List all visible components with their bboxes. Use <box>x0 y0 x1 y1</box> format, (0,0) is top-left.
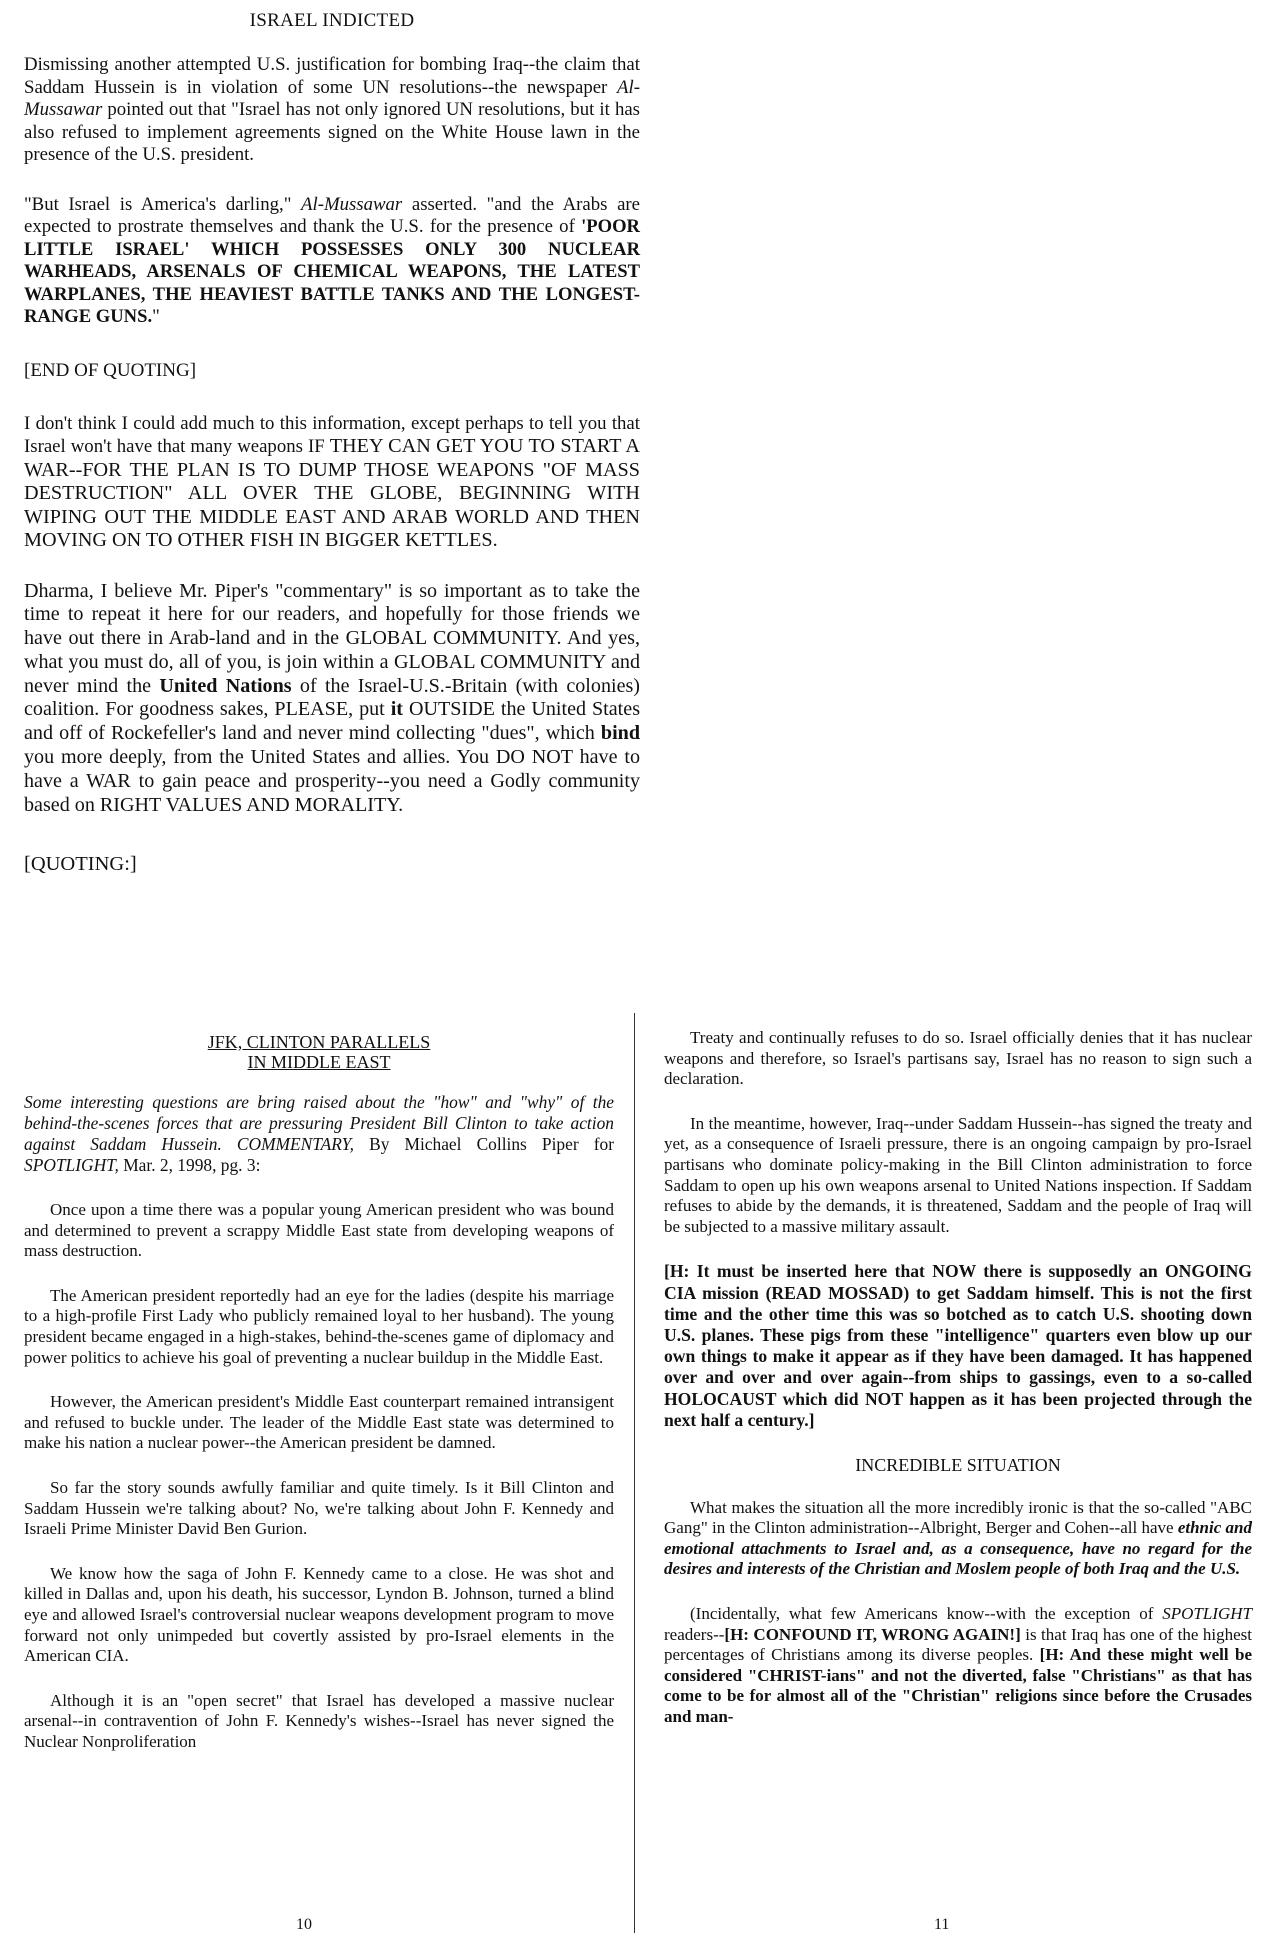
subheading: INCREDIBLE SITUATION <box>855 1454 1061 1475</box>
bold-italic-text: ethnic and emotional attachments to Israel and, as a consequence, have no regard for the desires and interests of the Christian and Moslem people of both Iraq and the U.S. <box>664 1518 1252 1579</box>
paragraph: So far the story sounds awfully familiar and quite timely. Is it Bill Clinton and Saddam Hussein we're talking about? No, we're talking about John F. Kennedy and Israeli Prime Minister David Ben Gurion. <box>24 1477 614 1539</box>
article-intro <box>24 1092 614 1176</box>
text-run: Mar. 2, 1998, pg. 3: <box>118 1155 261 1175</box>
top-section <box>24 10 640 876</box>
text-run: SPOTLIGHT, <box>24 1155 119 1175</box>
text-run: you more deeply, from the United States and allies. You DO NOT have to have a WAR to gain peace and prosperity--you need a Godly community based on RIGHT VALUES AND MORALITY. <box>24 746 640 816</box>
left-column <box>24 1028 614 1776</box>
quoting-marker: [QUOTING:] <box>24 853 137 876</box>
text-run: of the Israel-U.S.-Britain (with colonies) coalition. For goodness sakes, PLEASE, put <box>24 674 640 721</box>
paragraph: However, the American president's Middle East counterpart remained intransigent and refused to buckle under. The leader of the Middle East state was determined to make his nation a nuclear power--the American president be damned. <box>24 1392 614 1453</box>
paragraph-dismissing <box>24 54 640 167</box>
paragraph <box>664 1498 1252 1580</box>
right-column <box>664 1028 1252 1752</box>
paragraph: The American president reportedly had an eye for the ladies (despite his marriage to a high-profile First Lady who publicly remained loyal to her husband). The young president became engaged in a high-stakes, behind-the-scenes game of diplomacy and power politics to achieve his goal of preventing a nuclear buildup in the Middle East. <box>24 1285 614 1367</box>
emphasized-caps-text: 'POOR LITTLE ISRAEL' WHICH POSSESSES ONLY 300 NUCLEAR WARHEADS, ARSENALS OF CHEMICAL WEAPONS, THE LATEST WARPLANES, THE HEAVIEST BATTLE TANKS AND THE LONGEST-RANGE GUNS. <box>24 216 640 327</box>
bold-text: it <box>390 698 403 721</box>
paragraph-commentary <box>24 413 640 553</box>
italic-text: SPOTLIGHT <box>1162 1603 1252 1623</box>
end-quoting-marker: [END OF QUOTING] <box>24 359 197 381</box>
article-title <box>24 1032 614 1072</box>
newspaper-name: Al-Mussawar <box>24 76 640 120</box>
text-run: Dismissing another attempted U.S. justification for bombing Iraq--the claim that Saddam Hussein is in violation of some UN resolutions--the newspaper <box>24 54 640 98</box>
newspaper-name: Al-Mussawar <box>301 193 403 215</box>
text-run: I don't think I could add much to this information, except perhaps to tell you that Israel won't have that many weapons IF <box>24 412 640 457</box>
text-run: Some interesting questions are bring raised about the "how" and "why" of the behind-the-scenes forces that are pressuring President Bill Clinton to take action against Saddam Hussein. COMMENTARY, <box>24 1092 614 1154</box>
paragraph <box>664 1604 1252 1728</box>
section-heading: ISRAEL INDICTED <box>249 10 415 31</box>
text-run: Dharma, I believe Mr. Piper's "commentary" is so important as to take the time to repeat it here for our readers, and hopefully for those friends we have out there in Arab-land and in the GLOBAL COMMUNITY. And yes, what you must do, all of you, is join within a GLOBAL COMMUNITY and never mind the <box>24 579 640 697</box>
paragraph: Once upon a time there was a popular young American president who was bound and determined to prevent a scrappy Middle East state from developing weapons of mass destruction. <box>24 1200 614 1261</box>
text-run: asserted. "and the Arabs are expected to prostrate themselves and thank the U.S. for the presence of <box>24 193 640 237</box>
paragraph: Although it is an "open secret" that Israel has developed a massive nuclear arsenal--in contravention of John F. Kennedy's wishes--Israel has never signed the Nuclear Nonproliferation <box>24 1690 614 1751</box>
bold-text: bind <box>600 722 640 745</box>
column-divider <box>634 1013 635 1933</box>
text-run: readers-- <box>664 1624 725 1644</box>
paragraph: Treaty and continually refuses to do so. Israel officially denies that it has nuclear weapons and therefore, so Israel's partisans say, Israel has no reason to sign such a declaration. <box>664 1028 1252 1089</box>
paragraph: We know how the saga of John F. Kennedy came to a close. He was shot and killed in Dallas and, upon his death, his successor, Lyndon B. Johnson, turned a blind eye and allowed Israel's controversial nuclear weapons development program to move forward not only unimpeded but covertly assisted by pro-Israel elements in the American CIA. <box>24 1563 614 1666</box>
paragraph-darling <box>24 194 640 329</box>
paragraph-dharma <box>24 580 640 818</box>
h-note: [H: It must be inserted here that NOW there is supposedly an ONGOING CIA mission (READ MOSSAD) to get Saddam himself. This is not the first time and the other time this was so botched as to catch U.S. shooting down U.S. planes. These pigs from these "intelligence" quarters even blow up our own things to make it appear as if they have been damaged. It has happened over and over and over again--from ships to gassings, even to a so-called HOLOCAUST which did NOT happen as it has been projected through the next half a century.] <box>664 1261 1252 1430</box>
page-number-left: 10 <box>296 1916 312 1933</box>
text-run: (Incidentally, what few Americans know--with the exception of <box>690 1603 1163 1623</box>
article-title-line: IN MIDDLE EAST <box>247 1052 391 1072</box>
page-number-right: 11 <box>934 1916 950 1933</box>
caps-text: THEY CAN GET YOU TO START A WAR--FOR THE PLAN IS TO DUMP THOSE WEAPONS "OF MASS DESTRUCTION" ALL OVER THE GLOBE, BEGINNING WITH WIPING OUT THE MIDDLE EAST AND ARAB WORLD AND THEN MOVING ON TO OTHER FISH IN BIGGER KETTLES. <box>24 435 640 551</box>
article-title-line: JFK, CLINTON PARALLELS <box>207 1032 431 1052</box>
text-run: pointed out that "Israel has not only ignored UN resolutions, but it has also refused to implement agreements signed on the White House lawn in the presence of the U.S. president. <box>24 99 640 165</box>
text-run: " <box>152 306 160 327</box>
bold-text: United Nations <box>159 674 292 697</box>
text-run: By Michael Collins Piper for <box>354 1134 614 1154</box>
paragraph: In the meantime, however, Iraq--under Saddam Hussein--has signed the treaty and yet, as a consequence of Israeli pressure, there is an ongoing campaign by pro-Israel partisans who dominate policy-making in the Bill Clinton administration to force Saddam to open up his own weapons arsenal to United Nations inspection. If Saddam refuses to abide by the demands, it is threatened, Saddam and the people of Iraq will be subjected to a massive military assault. <box>664 1113 1252 1236</box>
text-run: "But Israel is America's darling," <box>24 193 302 215</box>
text-run: is that Iraq has one of the highest percentages of Christians among its diverse peoples. <box>664 1624 1252 1665</box>
h-note-inline: [H: CONFOUND IT, WRONG AGAIN!] <box>724 1624 1021 1644</box>
text-run: What makes the situation all the more incredibly ironic is that the so-called "ABC Gang" in the Clinton administration--Albright, Berger and Cohen--all have <box>664 1497 1252 1538</box>
h-note-inline: [H: And these might well be considered "CHRIST-ians" and not the diverted, false "Christians" as that has come to be for almost all of the "Christian" religions since before the Crusades and man- <box>664 1645 1253 1726</box>
text-run: OUTSIDE the United States and off of Rockefeller's land and never mind collecting "dues", which <box>24 698 641 745</box>
